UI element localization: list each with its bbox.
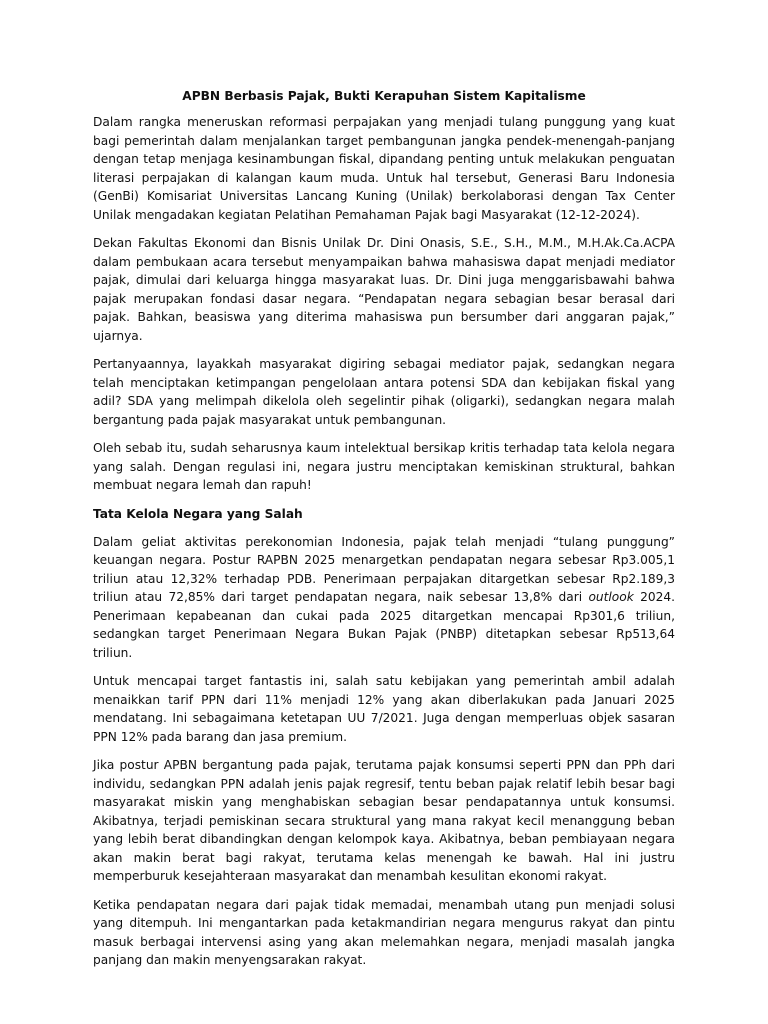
section-paragraph-4: Ketika pendapatan negara dari pajak tidak memadai, menambah utang pun menjadi solusi yang ditempuh. Ini mengantarkan pada ketakmandirian negara mengurus rakyat dan pintu masuk berbagai intervensi asing yang akan melemahkan negara, menjadi masalah jangka panjang dan makin menyengsarakan rakyat. — [93, 897, 675, 967]
section-paragraph-1-italic: outlook — [588, 590, 634, 604]
paragraph-4: Oleh sebab itu, sudah seharusnya kaum intelektual bersikap kritis terhadap tata kelola negara yang salah. Dengan regulasi ini, negara justru menciptakan kemiskinan struktural, bahkan membuat negara lemah dan rapuh! — [93, 441, 675, 492]
paragraph-3: Pertanyaannya, layakkah masyarakat digiring sebagai mediator pajak, sedangkan negara telah menciptakan ketimpangan pengelolaan antara potensi SDA dan kebijakan fiskal yang adil? SDA yang melimpah dikelola oleh segelintir pihak (oligarki), sedangkan negara malah bergantung pada pajak masyarakat untuk pembangunan. — [93, 357, 675, 427]
section-paragraph-1 — [93, 533, 675, 663]
document-title: APBN Berbasis Pajak, Bukti Kerapuhan Sistem Kapitalisme — [182, 89, 586, 103]
document-page — [93, 87, 675, 980]
section-paragraph-2: Untuk mencapai target fantastis ini, salah satu kebijakan yang pemerintah ambil adalah menaikkan tarif PPN dari 11% menjadi 12% yang akan diberlakukan pada Januari 2025 mendatang. Ini sebagaimana ketetapan UU 7/2021. Juga dengan memperluas objek sasaran PPN 12% pada barang dan jasa premium. — [93, 674, 675, 744]
section-heading: Tata Kelola Negara yang Salah — [93, 506, 303, 521]
section-paragraph-1-text-a: Dalam geliat aktivitas perekonomian Indonesia, pajak telah menjadi “tulang punggung” keuangan negara. Postur RAPBN 2025 menargetkan pendapatan negara sebesar Rp3.005,1 triliun atau 12,32% terhadap PDB. Penerimaan perpajakan ditargetkan sebesar Rp2.189,3 triliun atau 72,85% dari target pendapatan negara, naik sebesar 13,8% dari — [93, 534, 675, 604]
section-paragraph-3: Jika postur APBN bergantung pada pajak, terutama pajak konsumsi seperti PPN dan PPh dari individu, sedangkan PPN adalah jenis pajak regresif, tentu beban pajak relatif lebih besar bagi masyarakat miskin yang menghabiskan sebagian besar pendapatannya untuk konsumsi. Akibatnya, terjadi pemiskinan secara struktural yang mana rakyat kecil menanggung beban yang lebih berat dibandingkan dengan kelompok kaya. Akibatnya, beban pembiayaan negara akan makin berat bagi rakyat, terutama kelas menengah ke bawah. Hal ini justru memperburuk kesejahteraan masyarakat dan menambah kesulitan ekonomi rakyat. — [93, 758, 675, 883]
paragraph-2: Dekan Fakultas Ekonomi dan Bisnis Unilak Dr. Dini Onasis, S.E., S.H., M.M., M.H.Ak.Ca.ACPA dalam pembukaan acara tersebut menyampaikan bahwa mahasiswa dapat menjadi mediator pajak, dimulai dari keluarga hingga masyarakat luas. Dr. Dini juga menggarisbawahi bahwa pajak merupakan fondasi dasar negara. “Pendapatan negara sebagian besar berasal dari pajak. Bahkan, beasiswa yang diterima mahasiswa pun bersumber dari anggaran pajak,” ujarnya. — [93, 236, 675, 343]
paragraph-1: Dalam rangka meneruskan reformasi perpajakan yang menjadi tulang punggung yang kuat bagi pemerintah dalam menjalankan target pembangunan jangka pendek-menengah-panjang dengan tetap menjaga kesinambungan fiskal, dipandang penting untuk melakukan penguatan literasi perpajakan di kalangan kaum muda. Untuk hal tersebut, Generasi Baru Indonesia (GenBi) Komisariat Universitas Lancang Kuning (Unilak) berkolaborasi dengan Tax Center Unilak mengadakan kegiatan Pelatihan Pemahaman Pajak bagi Masyarakat (12-12-2024). — [93, 115, 675, 222]
section-paragraph-1-text-b: 2024. Penerimaan kepabeanan dan cukai pada 2025 ditargetkan mencapai Rp301,6 triliun, sedangkan target Penerimaan Negara Bukan Pajak (PNBP) ditetapkan sebesar Rp513,64 triliun. — [93, 590, 675, 660]
